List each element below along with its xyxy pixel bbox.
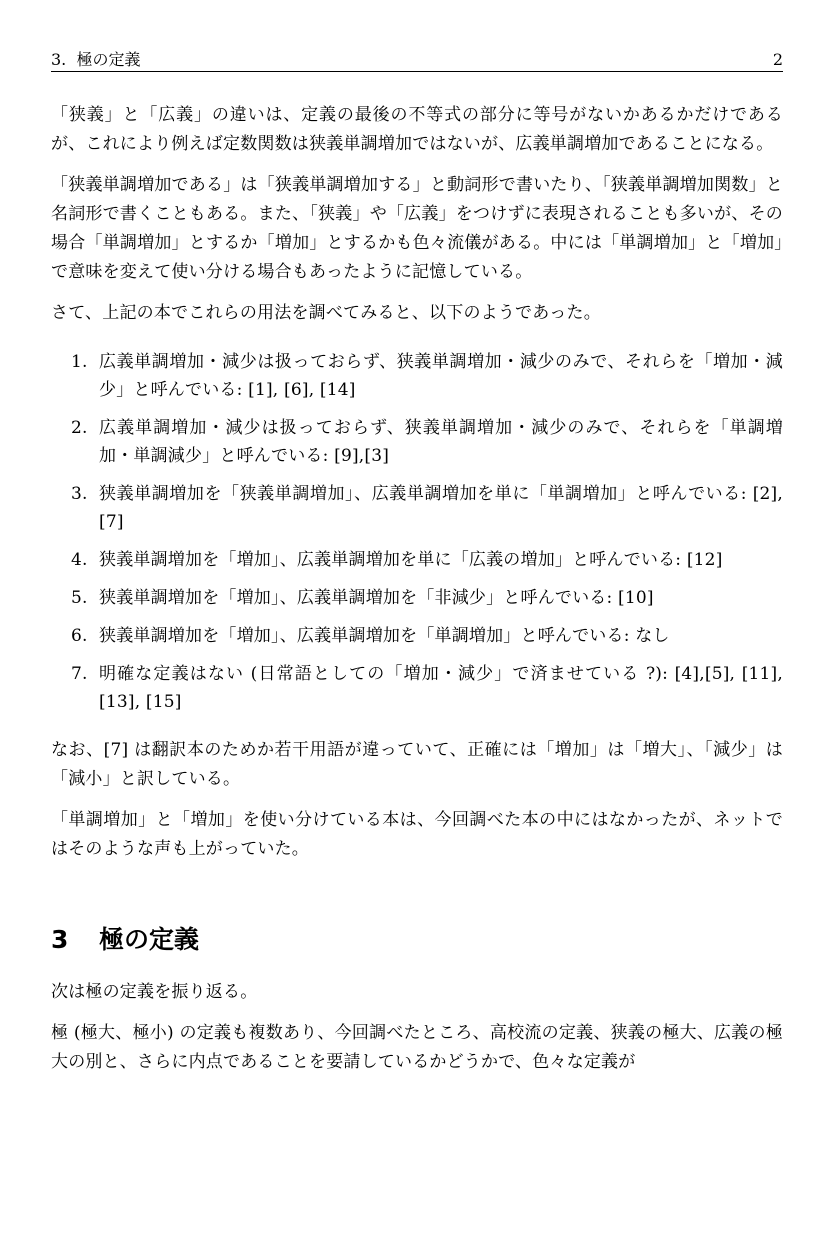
paragraph-section-intro: 次は極の定義を振り返る。 [51, 982, 258, 1002]
list-item-number: 5. [71, 588, 88, 608]
paragraph-verb-noun-forms: 「狭義単調増加である」は「狭義単調増加する」と動詞形で書いたり、「狭義単調増加関数」と名詞形で書くこともある。また、「狭義」や「広義」をつけずに表現されることも多いが、その場合「単調増加」とするか「増加」とするかも色々流儀がある。中には「単調増加」と「増加」で意味を変えて使い分ける場合もあったように記憶している。 [51, 175, 783, 282]
list-item-number: 1. [71, 352, 88, 372]
list-item [51, 546, 783, 574]
paragraph-survey-intro: さて、上記の本でこれらの用法を調べてみると、以下のようであった。 [51, 303, 601, 323]
header-section-title: 3. 極の定義 [51, 50, 141, 69]
list-item-number: 7. [71, 664, 88, 684]
usage-list [51, 348, 783, 716]
list-item [51, 622, 783, 650]
list-item [51, 480, 783, 536]
list-item-number: 2. [71, 418, 88, 438]
list-item-text: 狭義単調増加を「増加」、広義単調増加を「単調増加」と呼んでいる: なし [99, 626, 670, 646]
list-item [51, 348, 783, 404]
list-item-text: 狭義単調増加を「増加」、広義単調増加を「非減少」と呼んでいる: [10] [99, 588, 654, 608]
document-body [51, 101, 783, 1089]
paragraph-usage-distinction: 「単調増加」と「増加」を使い分けている本は、今回調べた本の中にはなかったが、ネットではそのような声も上がっていた。 [51, 810, 783, 859]
list-item-text: 広義単調増加・減少は扱っておらず、狭義単調増加・減少のみで、それらを「単調増加・単調減少」と呼んでいる: [9],[3] [99, 418, 783, 466]
list-item-number: 6. [71, 626, 88, 646]
list-item [51, 414, 783, 470]
list-item-text: 狭義単調増加を「狭義単調増加」、広義単調増加を単に「単調増加」と呼んでいる: [2],[7] [99, 484, 783, 532]
list-item-number: 4. [71, 550, 88, 570]
running-header [51, 50, 783, 72]
header-page-number: 2 [772, 50, 783, 69]
paragraph-strict-vs-broad: 「狭義」と「広義」の違いは、定義の最後の不等式の部分に等号がないかあるかだけであるが、これにより例えば定数関数は狭義単調増加ではないが、広義単調増加であることになる。 [51, 105, 783, 154]
list-item-text: 広義単調増加・減少は扱っておらず、狭義単調増加・減少のみで、それらを「増加・減少」と呼んでいる: [1], [6], [14] [99, 352, 783, 400]
section-number: 3 [51, 925, 69, 954]
list-item [51, 584, 783, 612]
section-heading [51, 924, 783, 956]
list-item-text: 狭義単調増加を「増加」、広義単調増加を単に「広義の増加」と呼んでいる: [12] [99, 550, 723, 570]
list-item [51, 660, 783, 716]
paragraph-translation-note: なお、[7] は翻訳本のためか若干用語が違っていて、正確には「増加」は「増大」、「減少」は「減小」と訳している。 [51, 740, 783, 789]
paragraph-extremum-definitions: 極 (極大、極小) の定義も複数あり、今回調べたところ、高校流の定義、狭義の極大、広義の極大の別と、さらに内点であることを要請しているかどうかで、色々な定義が [51, 1023, 783, 1072]
list-item-number: 3. [71, 484, 88, 504]
list-item-text: 明確な定義はない (日常語としての「増加・減少」で済ませている ?): [4],[5], [11], [13], [15] [99, 664, 783, 712]
section-title: 極の定義 [99, 925, 200, 954]
